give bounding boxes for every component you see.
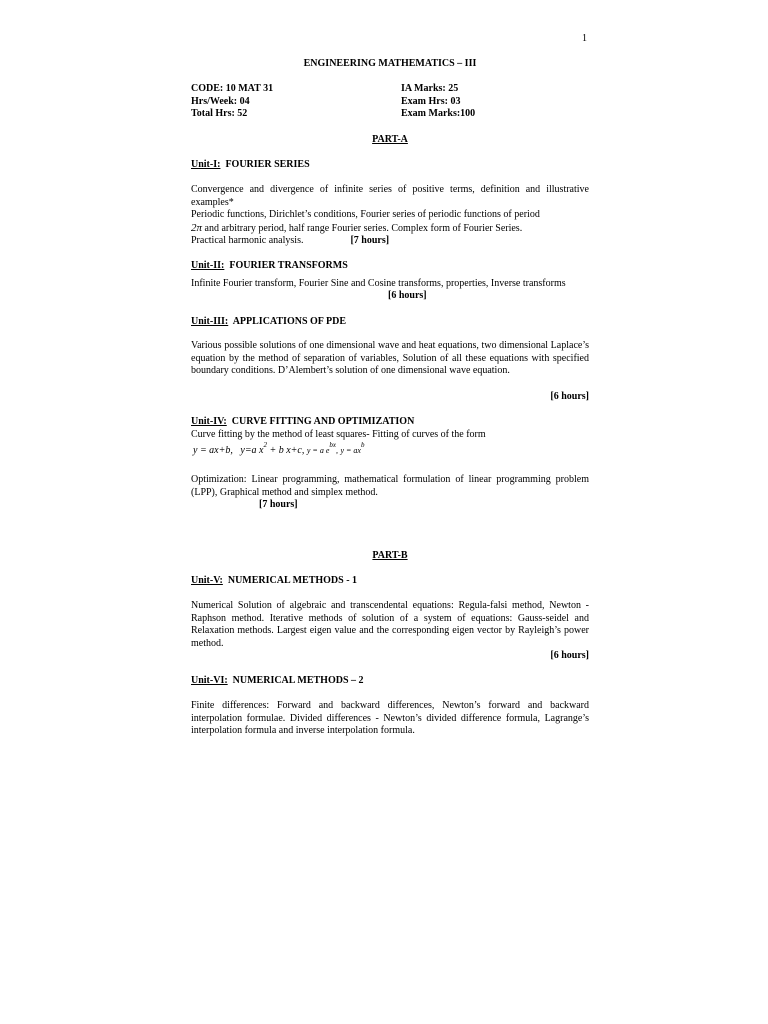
unit-5-body: Numerical Solution of algebraic and transcendental equations: Regula-falsi method, Newton - Raphson method. Iterative methods of solution of a system of equations: Gauss-seidel and Relaxation methods. Largest eigen value and the corresponding eigen vector by Rayleigh’s power method.	[191, 600, 589, 649]
unit-4-heading	[191, 416, 414, 427]
unit-2-label: Unit-II:	[191, 260, 225, 271]
unit-5-hours: [6 hours]	[550, 650, 589, 661]
unit-3-label: Unit-III:	[191, 316, 229, 327]
unit-2-body: Infinite Fourier transform, Fourier Sine and Cosine transforms, properties, Inverse transforms	[191, 278, 566, 289]
equation-linear: y = ax+b,	[193, 445, 233, 456]
unit-1-title: FOURIER SERIES	[225, 159, 310, 170]
equation-quadratic-rest: + b x+c,	[267, 445, 305, 456]
equation-quadratic-base: y=a x	[240, 445, 264, 456]
unit-2-title: FOURIER TRANSFORMS	[229, 260, 348, 271]
equation-quadratic	[240, 441, 305, 456]
part-a-heading: PART-A	[372, 134, 408, 145]
hours-per-week: Hrs/Week: 04	[191, 95, 250, 107]
unit-6-label: Unit-VI:	[191, 675, 228, 686]
part-b-heading: PART-B	[372, 550, 408, 561]
total-hours: Total Hrs: 52	[191, 108, 248, 119]
unit-1-line-4	[191, 235, 589, 248]
unit-3-title: APPLICATIONS OF PDE	[232, 316, 347, 327]
unit-1-line-3	[191, 222, 589, 236]
unit-2-heading	[191, 260, 348, 271]
unit-1-hours: [7 hours]	[350, 235, 390, 247]
unit-4-label: Unit-IV:	[191, 416, 227, 427]
equation-exponential-rest: ,	[335, 446, 338, 455]
unit-6-title: NUMERICAL METHODS – 2	[232, 675, 364, 686]
equation-exponential-exp: bx	[329, 441, 336, 449]
unit-4-hours: [7 hours]	[259, 499, 298, 510]
unit-2-hours: [6 hours]	[388, 290, 427, 301]
equation-power-exp: b	[360, 441, 365, 449]
unit-3-body: Various possible solutions of one dimensional wave and heat equations, two dimensional Laplace’s equation by the method of separation of variables, Solution of all these equations with specified boundary conditions. D’Alembert’s solution of one dimensional wave equation.	[191, 340, 589, 377]
unit-4-body-1: Curve fitting by the method of least squares- Fitting of curves of the form	[191, 429, 486, 440]
unit-1-body	[191, 184, 589, 248]
curve-fitting-equations	[193, 441, 364, 456]
unit-4-body-2: Optimization: Linear programming, mathematical formulation of linear programming problem (LPP), Graphical method and simplex method.	[191, 474, 589, 498]
two-pi-symbol: 2π	[191, 221, 203, 234]
unit-1-line-4-text: Practical harmonic analysis.	[191, 235, 304, 247]
unit-3-heading	[191, 316, 346, 327]
document-title: ENGINEERING MATHEMATICS – III	[303, 58, 477, 69]
unit-1-heading	[191, 159, 310, 170]
exam-hours: Exam Hrs: 03	[401, 95, 461, 107]
unit-4-title: CURVE FITTING AND OPTIMIZATION	[231, 416, 415, 427]
course-code: CODE: 10 MAT 31	[191, 83, 274, 94]
course-meta-left	[191, 83, 273, 121]
page-number: 1	[582, 33, 587, 44]
ia-marks: IA Marks: 25	[401, 83, 459, 94]
unit-6-body: Finite differences: Forward and backward differences, Newton’s forward and backward interpolation formulae. Divided differences - Newton’s divided difference formula, Lagrange’s interpolation formula and inverse interpolation formula.	[191, 700, 589, 737]
equation-power-base: y = ax	[340, 446, 361, 455]
exam-marks: Exam Marks:100	[401, 108, 476, 119]
unit-1-label: Unit-I:	[191, 159, 221, 170]
unit-3-hours: [6 hours]	[550, 391, 589, 402]
equation-exponential-base: y = a e	[306, 446, 330, 455]
unit-5-title: NUMERICAL METHODS - 1	[227, 575, 358, 586]
course-meta-right	[401, 83, 475, 121]
unit-5-heading	[191, 575, 357, 586]
unit-1-line-2: Periodic functions, Dirichlet’s conditions, Fourier series of periodic functions of period	[191, 209, 540, 221]
equation-quadratic-exp: 2	[263, 441, 267, 449]
equation-power	[340, 441, 365, 455]
unit-1-line-3-text: and arbitrary period, half range Fourier series. Complex form of Fourier Series.	[202, 222, 523, 234]
unit-6-heading	[191, 675, 364, 686]
unit-5-label: Unit-V:	[191, 575, 223, 586]
equation-exponential	[306, 441, 338, 455]
unit-1-line-1: Convergence and divergence of infinite series of positive terms, definition and illustrative examples*	[191, 184, 589, 208]
